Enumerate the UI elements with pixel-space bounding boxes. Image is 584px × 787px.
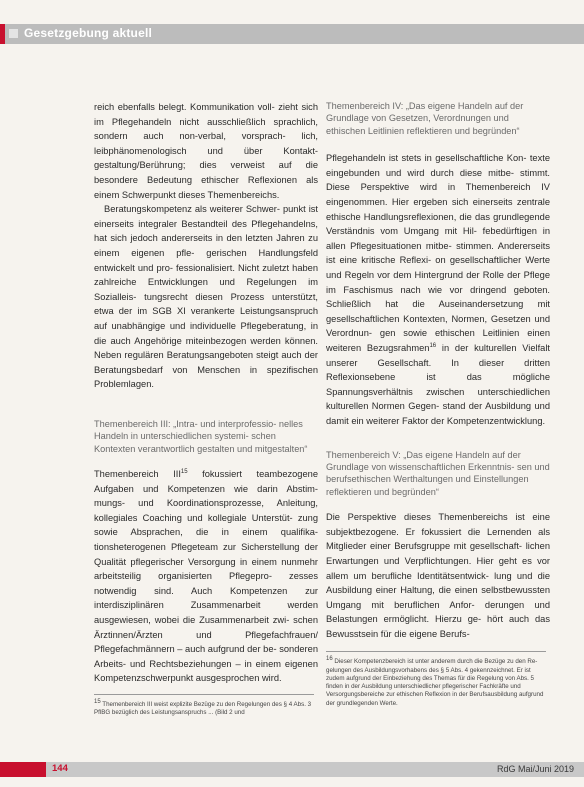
journal-issue: RdG Mai/Juni 2019 [496,764,574,774]
left-column [94,100,318,717]
paragraph: reich ebenfalls belegt. Kommunikation voll- zieht sich im Pflegehandeln nicht ausschließlich sprachlich, sondern auch non-verbal, vorsprach- lich, leibphänomenologisch und über Kontakt- gestaltung/Berührung; dies verweist auf die besondere Bedeutung ethischer Reflexionen als einem Schwerpunkt dieses Themenbereichs. [94,102,318,200]
subsection-heading: Themenbereich IV: „Das eigene Handeln auf der Grundlage von Gesetzen, Verordnungen und ethischen Leitlinien reflektieren und begründen“ [326,101,524,136]
paragraph: Beratungskompetenz als weiterer Schwer- punkt ist einerseits integraler Bestandteil des Pflegehandelns, hat sich jedoch andererseits in den letzten Jahren zu einem eigenen pfle- gerischen Handlungsfeld entwickelt und pro- fessionalisiert. Nicht zuletzt haben zahlreiche Entwicklungen und Regelungen im Sozialleis- tungsrecht diesen Prozess unterstützt, etwa der im SGB XI verankerte Leistungsanspruch auf unabhängige und individuelle Pflegeberatung, in die auch Angehörige miteinbezogen werden können. Neben regulären Beratungsangeboten steigt auch der Beratungsbedarf von Menschen in spezifischen Problemlagen. [94,204,318,390]
section-title: Gesetzgebung aktuell [24,26,153,40]
footnote-text: Dieser Kompetenzbereich ist unter anderem durch die Bezüge zu den Re- gelungen des Ausbildungsvorhabens des § 5 Abs. 4 gekennzeichnet. Er ist zudem aufgrund der Einbeziehung des Themas für die Regelung von Abs. 5 finden in der Ausbildung unterschiedlicher pflegerischer Fachkräfte und Versorgungsbereiche zur ethischen Reflexion in der Berufsausbildung aufgrund der grundlegenden Werte. [326,658,544,707]
paragraph [94,467,318,686]
paragraph: Die Perspektive dieses Themenbereichs ist eine subjektbezogene. Er fokussiert die Lernenden als Mitglieder einer Berufsgruppe mit gesellschaft- lichen Erwartungen und Verpflichtungen. Hier geht es vor allem um berufliche Identitätsentwick- lung und die Ausbildung einer Haltung, die einen selbstbewussten Umgang mit beruflichen Anfor- derungen und Belastungen ermöglicht. Hierzu ge- hört auch das Bewusstsein für die eigene Berufs- [326,512,550,639]
footer-accent [0,762,22,777]
footnote-ref: 15 [180,469,188,475]
right-column [326,100,550,708]
footnote-divider [94,694,314,695]
paragraph-text: fokussiert teambezogene Aufgaben und Kompetenzen wie darin Abstim- mungs- und Koordinationsprozesse, Anleitung, kollegiales Coaching und kollegiale Unterstüt- zung sowie Absprachen, die in einem qualifika- tionsheterogenen Pflegeteam zur Sicherstellung der Qualität pflegerischer Versorgung in einem nunmehr arbeitsteilig organisierten Pflegepro- zesses notwendig sind. Auch Kompetenzen zur interdisziplinären Zusammenarbeit werden ausgewiesen, wobei die Zusammenarbeit zwi- schen Ärztinnen/Ärzten und Pflegefachfrauen/ Pflegefachmännern – auch aufgrund der be- sonderen Arbeits- und Rechtsbeziehungen – in einem eigenen Kompetenzschwerpunkt ausgesprochen wird. [94,469,318,684]
header-accent-stripe [0,24,5,44]
header-square-icon [9,29,18,38]
footnote-divider [326,651,546,652]
footer-accent-stripe [22,762,46,777]
footnote [326,655,550,707]
footnote-ref: 16 [429,342,437,349]
page-number: 144 [52,763,68,774]
footnote-number: 16 [326,656,333,663]
footnote [94,698,318,717]
paragraph-text: Pflegehandeln ist stets in gesellschaftliche Kon- texte eingebunden und wird durch diese mitbe- stimmt. Diese Perspektive wird in Themenbereich IV eingenommen. Hier ergeben sich einerseits zentrale ethische Handlungsreflexionen, die das grundlegende Verständnis vom Umgang mit Hil- febedürftigen in allen Pflegesituationen mitbe- stimmen. Andererseits ist eine kritische Reflexi- on gesellschaftlicher Werte und Regeln vor dem Hintergrund der Rolle der Pflege im Faschismus nach wie vor dringend geboten. Schließlich hat die Auseinandersetzung mit gesellschaftlichen Kontexten, Normen, Gesetzen und Verordnun- gen sowie ethischen Leitlinien einen weiteren Bezugsrahmen [326,153,550,353]
paragraph-text: in der kulturellen Vielfalt unserer Gesellschaft. In dieser dritten Reflexionsebene ist das mögliche Spannungsverhältnis zwischen unterschiedlichen kulturellen Normen Gegen- stand der Ausbildung und damit ein weiterer Faktor der Kompetenzentwicklung. [326,342,550,426]
footnote-number: 15 [94,699,101,705]
subsection-heading: Themenbereich V: „Das eigene Handeln auf der Grundlage von wissenschaftlichen Erkenntnis- sen und berufsethischen Werthaltungen und Einstellungen reflektieren und begründen“ [326,449,550,497]
footnote-text: Themenbereich III weist explizite Bezüge zu den Regelungen des § 4 Abs. 3 PflBG bezüglich des Leistungsanspruchs ... (Bild 2 und [94,701,312,717]
paragraph [326,151,550,428]
subsection-heading: Themenbereich III: „Intra- und interprofessio- nelles Handeln in unterschiedlichen systemi- schen Kontexten verantwortlich gestalten und mitgestalten“ [94,418,308,454]
term: Themenbereich III [94,469,181,480]
